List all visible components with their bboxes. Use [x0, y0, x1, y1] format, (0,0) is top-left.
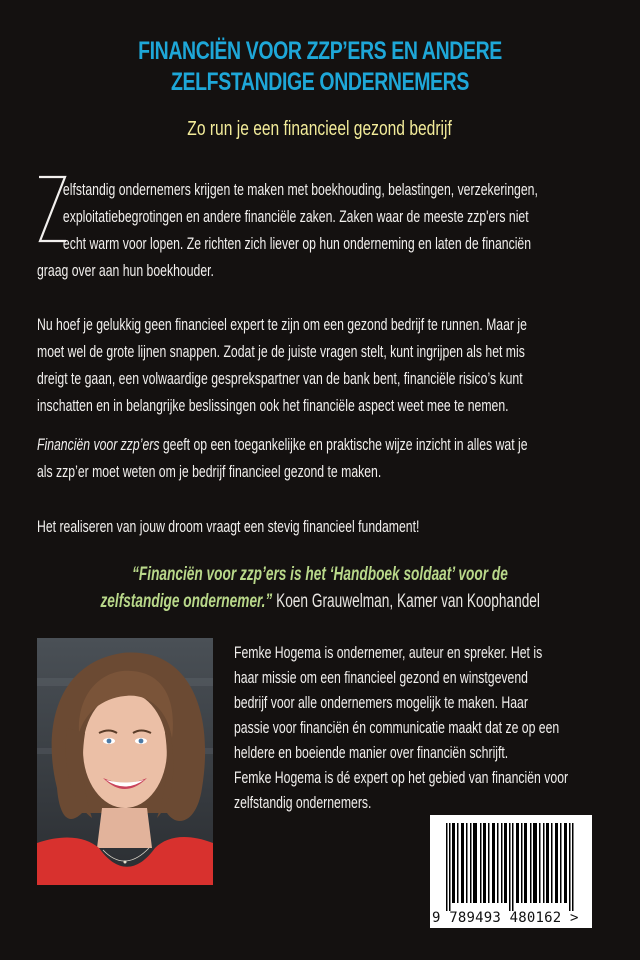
intro-line-2: exploitatiebegrotingen en andere financiële zaken. Zaken waar de meeste zzp'ers niet [62, 207, 529, 226]
book-title-line-1: FINANCIËN VOOR ZZP’ERS EN ANDERE [138, 37, 502, 65]
bio-line-4: passie voor financiën én communicatie maakt dat ze op een [234, 718, 560, 737]
quote-text-1: “Financiën voor zzp’ers is het ‘Handboek soldaat’ voor de [132, 564, 508, 585]
quote-line-2 [100, 588, 539, 615]
intro-line-4: graag over aan hun boekhouder. [37, 261, 214, 280]
book-title-line-2: ZELFSTANDIGE ONDERNEMERS [171, 68, 469, 96]
isbn-digits: 9 789493 480162 > [432, 910, 579, 926]
paragraph-3 [37, 431, 592, 485]
p3-line-1 [37, 431, 591, 458]
p2-line-2: moet wel de grote lijnen snappen. Zodat je de juiste vragen stelt, kunt ingrijpen als het mis [37, 342, 525, 361]
bio-line-6: Femke Hogema is dé expert op het gebied van financiën voor [234, 768, 569, 787]
quote-line-1 [132, 561, 508, 588]
author-portrait-illustration [37, 638, 213, 885]
isbn-barcode [430, 815, 592, 928]
bio-line-1: Femke Hogema is ondernemer, auteur en spreker. Het is [234, 643, 543, 662]
paragraph-2 [37, 311, 592, 419]
book-subtitle [0, 116, 640, 142]
intro-paragraph [37, 176, 592, 284]
bio-line-3: bedrijf voor alle ondernemers mogelijk te maken. Haar [234, 693, 528, 712]
quote-text-2: zelfstandige ondernemer.” [100, 591, 273, 612]
intro-line-3: echt warm voor lopen. Ze richten zich liever op hun onderneming en laten de financiën [62, 234, 532, 253]
intro-line-1: elfstandig ondernemers krijgen te maken met boekhouding, belastingen, verzekeringen, [62, 180, 538, 199]
bio-line-7: zelfstandig ondernemers. [234, 793, 372, 812]
p3-line-2: als zzp’er moet weten om je bedrijf financieel gezond te maken. [37, 462, 382, 481]
endorsement-quote [0, 561, 640, 615]
quote-attribution: Koen Grauwelman, Kamer van Koophandel [272, 591, 540, 612]
p2-line-4: inschatten en in belangrijke beslissingen ook het financiële aspect weet mee te nemen. [37, 396, 509, 415]
p2-line-1: Nu hoef je gelukkig geen financieel expert te zijn om een gezond bedrijf te runnen. Maar je [37, 315, 527, 334]
bio-line-2: haar missie om een financieel gezond en winstgevend [234, 668, 528, 687]
p4-line-1: Het realiseren van jouw droom vraagt een stevig financieel fundament! [37, 517, 420, 536]
p3-line-1-rest: geeft op een toegankelijke en praktische wijze inzicht in alles wat je [159, 435, 528, 454]
author-bio [234, 640, 594, 815]
p2-line-3: dreigt te gaan, een volwaardige gesprekspartner van de bank bent, financiële risico’s kunt [37, 369, 523, 388]
bio-line-5: heldere en boeiende manier over financiën schrijft. [234, 743, 509, 762]
book-subtitle-text: Zo run je een financieel gezond bedrijf [187, 118, 453, 140]
paragraph-4 [37, 513, 592, 540]
book-title [0, 36, 640, 98]
book-title-italic: Financiën voor zzp’ers [37, 435, 160, 454]
author-photo [37, 638, 213, 885]
